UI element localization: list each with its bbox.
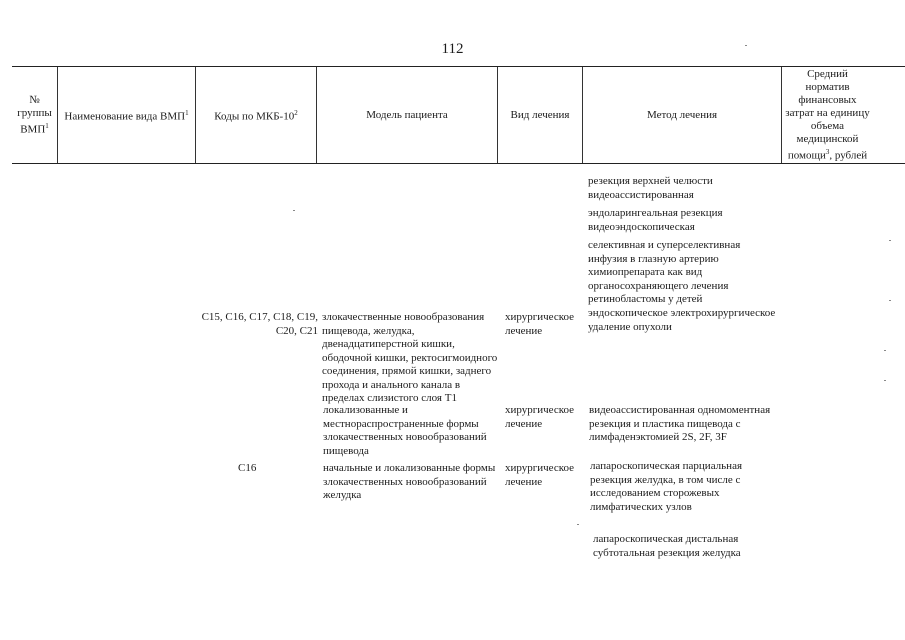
- footnote-1: 1: [185, 108, 189, 117]
- row3-codes: C16: [238, 462, 257, 474]
- scan-artifact: [293, 210, 295, 211]
- scan-artifact: [889, 300, 891, 301]
- row1-treatment-method: эндоскопическое электрохирургическое удаление опухоли: [588, 307, 776, 333]
- header-treatment-type-label: Вид лечения: [510, 108, 570, 121]
- scan-artifact: [889, 240, 891, 241]
- scan-artifact: [745, 45, 747, 46]
- header-avg-cost: [781, 67, 873, 163]
- scan-artifact: [884, 380, 886, 381]
- header-treatment-method: [582, 67, 781, 163]
- header-vmp-name-label: Наименование вида ВМП: [64, 110, 186, 123]
- table-header: [12, 66, 905, 164]
- header-avg-cost-unit: , рублей: [829, 149, 868, 162]
- footnote-1: 1: [45, 121, 49, 130]
- header-treatment-method-label: Метод лечения: [646, 108, 718, 121]
- row3-treatment-method-a: лапароскопическая парциальная резекция желудка, в том числе с исследованием сторожевых лимфатических узлов: [590, 460, 743, 513]
- scan-artifact: [884, 350, 886, 351]
- scan-artifact: [577, 524, 579, 525]
- footnote-2: 2: [294, 108, 298, 117]
- header-icd-codes: [195, 67, 316, 163]
- row3-treatment-method-b: лапароскопическая дистальная субтотальная резекция желудка: [593, 533, 741, 559]
- row2-treatment-method: видеоассистированная одномоментная резекция и пластика пищевода с лимфаденэктомией 2S, 2F, 3F: [589, 404, 771, 443]
- page-number: 112: [441, 41, 464, 57]
- header-vmp-name: [57, 67, 195, 163]
- header-group-no: [12, 67, 57, 163]
- row3-patient-model: начальные и локализованные формы злокачественных новообразований желудка: [323, 462, 496, 501]
- row1-patient-model: злокачественные новообразования пищевода, желудка, двенадцатиперстной кишки, ободочной кишки, ректосигмоидного соединения, прямой кишки, заднего прохода и анального канала в пределах слизистого слоя T1: [322, 311, 498, 404]
- footnote-3: 3: [825, 147, 830, 156]
- header-patient-model: [316, 67, 497, 163]
- row2-treatment-type: хирургическое лечение: [505, 404, 575, 430]
- row3-treatment-type: хирургическое лечение: [505, 462, 575, 488]
- row1-codes: C15, C16, C17, C18, C19, C20, C21: [201, 311, 318, 337]
- header-icd-codes-label: Коды по МКБ-10: [214, 110, 295, 123]
- header-patient-model-label: Модель пациента: [366, 108, 448, 121]
- row2-patient-model: локализованные и местнораспространенные формы злокачественных новообразований пищевода: [323, 404, 487, 457]
- header-treatment-type: [497, 67, 582, 163]
- method-item: резекция верхней челюсти видеоассистированная: [588, 175, 713, 201]
- header-avg-cost-label: Средний норматив финансовых затрат на единицу объема медицинской помощи: [785, 67, 870, 162]
- top-methods: [588, 175, 760, 312]
- method-item: селективная и суперселективная инфузия в глазную артерию химиопрепарата как вид органосохраняющего лечения ретинобластомы у детей: [588, 239, 741, 305]
- method-item: эндоларингеальная резекция видеоэндоскопическая: [588, 207, 723, 233]
- row1-treatment-type: хирургическое лечение: [505, 311, 575, 337]
- header-group-no-label: № группы ВМП: [17, 93, 52, 136]
